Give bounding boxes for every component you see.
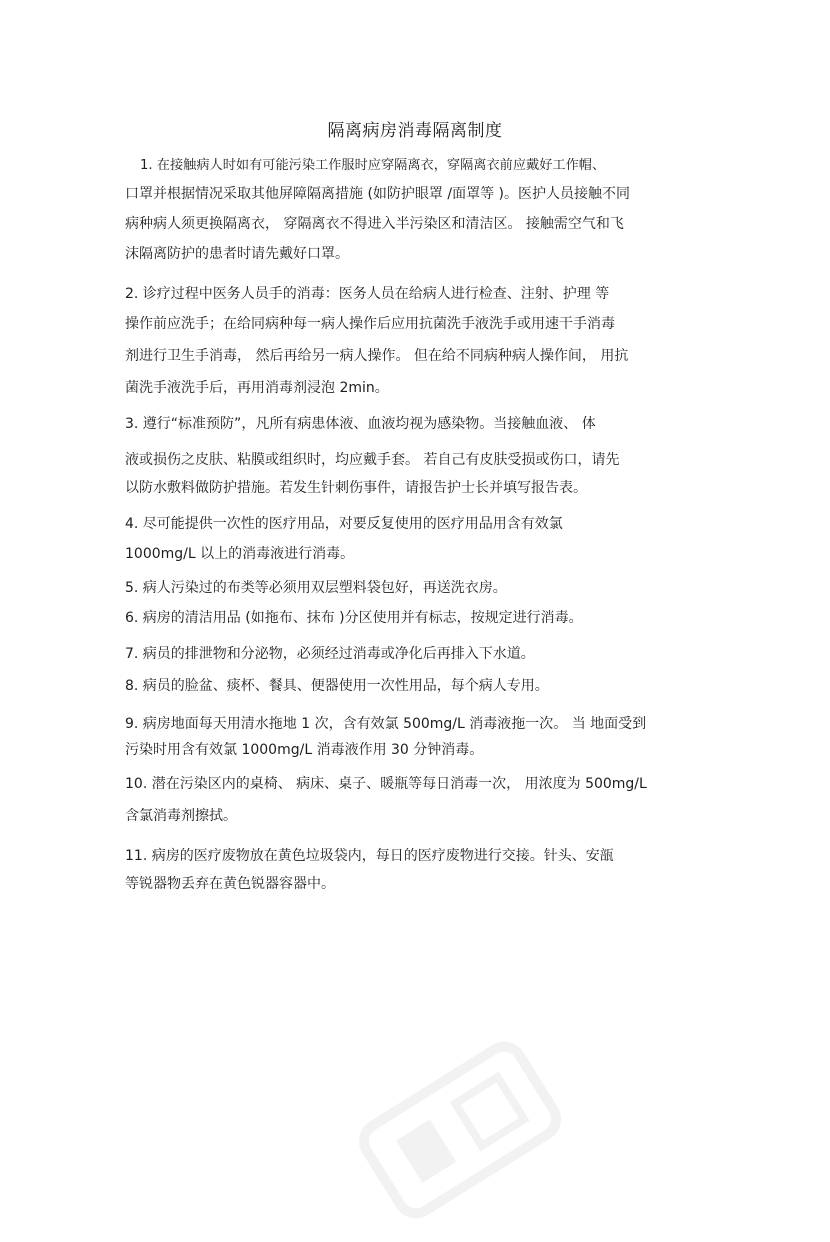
document-title: 隔离病房消毒隔离制度 (327, 121, 503, 141)
text-line: 6. 病房的清洁用品 (如拖布、抹布 )分区使用并有标志，按规定进行消毒。 (125, 610, 583, 626)
text-line: 含氯消毒剂擦拭。 (125, 808, 237, 824)
text-line: 等锐器物丢弃在黄色锐器容器中。 (125, 876, 335, 892)
text-line: 液或损伤之皮肤、粘膜或组织时，均应戴手套。 若自己有皮肤受损或伤口，请先 (125, 452, 620, 468)
text-line: 1. 在接触病人时如有可能污染工作服时应穿隔离衣，穿隔离衣前应戴好工作帽、 (140, 158, 606, 173)
text-line: 11. 病房的医疗废物放在黄色垃圾袋内，每日的医疗废物进行交接。针头、安瓿 (125, 848, 614, 864)
text-line: 2. 诊疗过程中医务人员手的消毒：医务人员在给病人进行检查、注射、护理 等 (125, 286, 610, 302)
text-line: 8. 病员的脸盆、痰杯、餐具、便器使用一次性用品，每个病人专用。 (125, 678, 549, 694)
text-line: 菌洗手液洗手后，再用消毒剂浸泡 2min。 (125, 380, 389, 396)
text-line: 病种病人须更换隔离衣， 穿隔离衣不得进入半污染区和清洁区。 接触需空气和飞 (125, 216, 624, 232)
text-line: 操作前应洗手；在给同病种每一病人操作后应用抗菌洗手液洗手或用速干手消毒 (125, 316, 615, 332)
text-line: 1000mg/L 以上的消毒液进行消毒。 (125, 546, 355, 562)
text-line: 口罩并根据情况采取其他屏障隔离措施 (如防护眼罩 /面罩等 )。医护人员接触不同 (125, 186, 630, 202)
text-line: 污染时用含有效氯 1000mg/L 消毒液作用 30 分钟消毒。 (125, 742, 484, 758)
text-line: 10. 潜在污染区内的桌椅、 病床、桌子、暖瓶等每日消毒一次， 用浓度为 500mg/L (125, 776, 647, 792)
text-line: 3. 遵行“标准预防”，凡所有病患体液、血液均视为感染物。当接触血液、 体 (125, 416, 596, 432)
text-line: 5. 病人污染过的布类等必须用双层塑料袋包好，再送洗衣房。 (125, 580, 507, 596)
text-line: 沫隔离防护的患者时请先戴好口罩。 (125, 246, 349, 262)
text-line: 9. 病房地面每天用清水拖地 1 次，含有效氯 500mg/L 消毒液拖一次。 当 地面受到 (125, 716, 647, 732)
text-line: 以防水敷料做防护措施。若发生针刺伤事件，请报告护士长并填写报告表。 (125, 480, 587, 496)
text-line: 4. 尽可能提供一次性的医疗用品，对要反复使用的医疗用品用含有效氯 (125, 516, 563, 532)
text-line: 剂进行卫生手消毒， 然后再给另一病人操作。 但在给不同病种病人操作间， 用抗 (125, 348, 629, 364)
watermark-graphic (338, 1018, 582, 1242)
text-line: 7. 病员的排泄物和分泌物，必须经过消毒或净化后再排入下水道。 (125, 646, 535, 662)
